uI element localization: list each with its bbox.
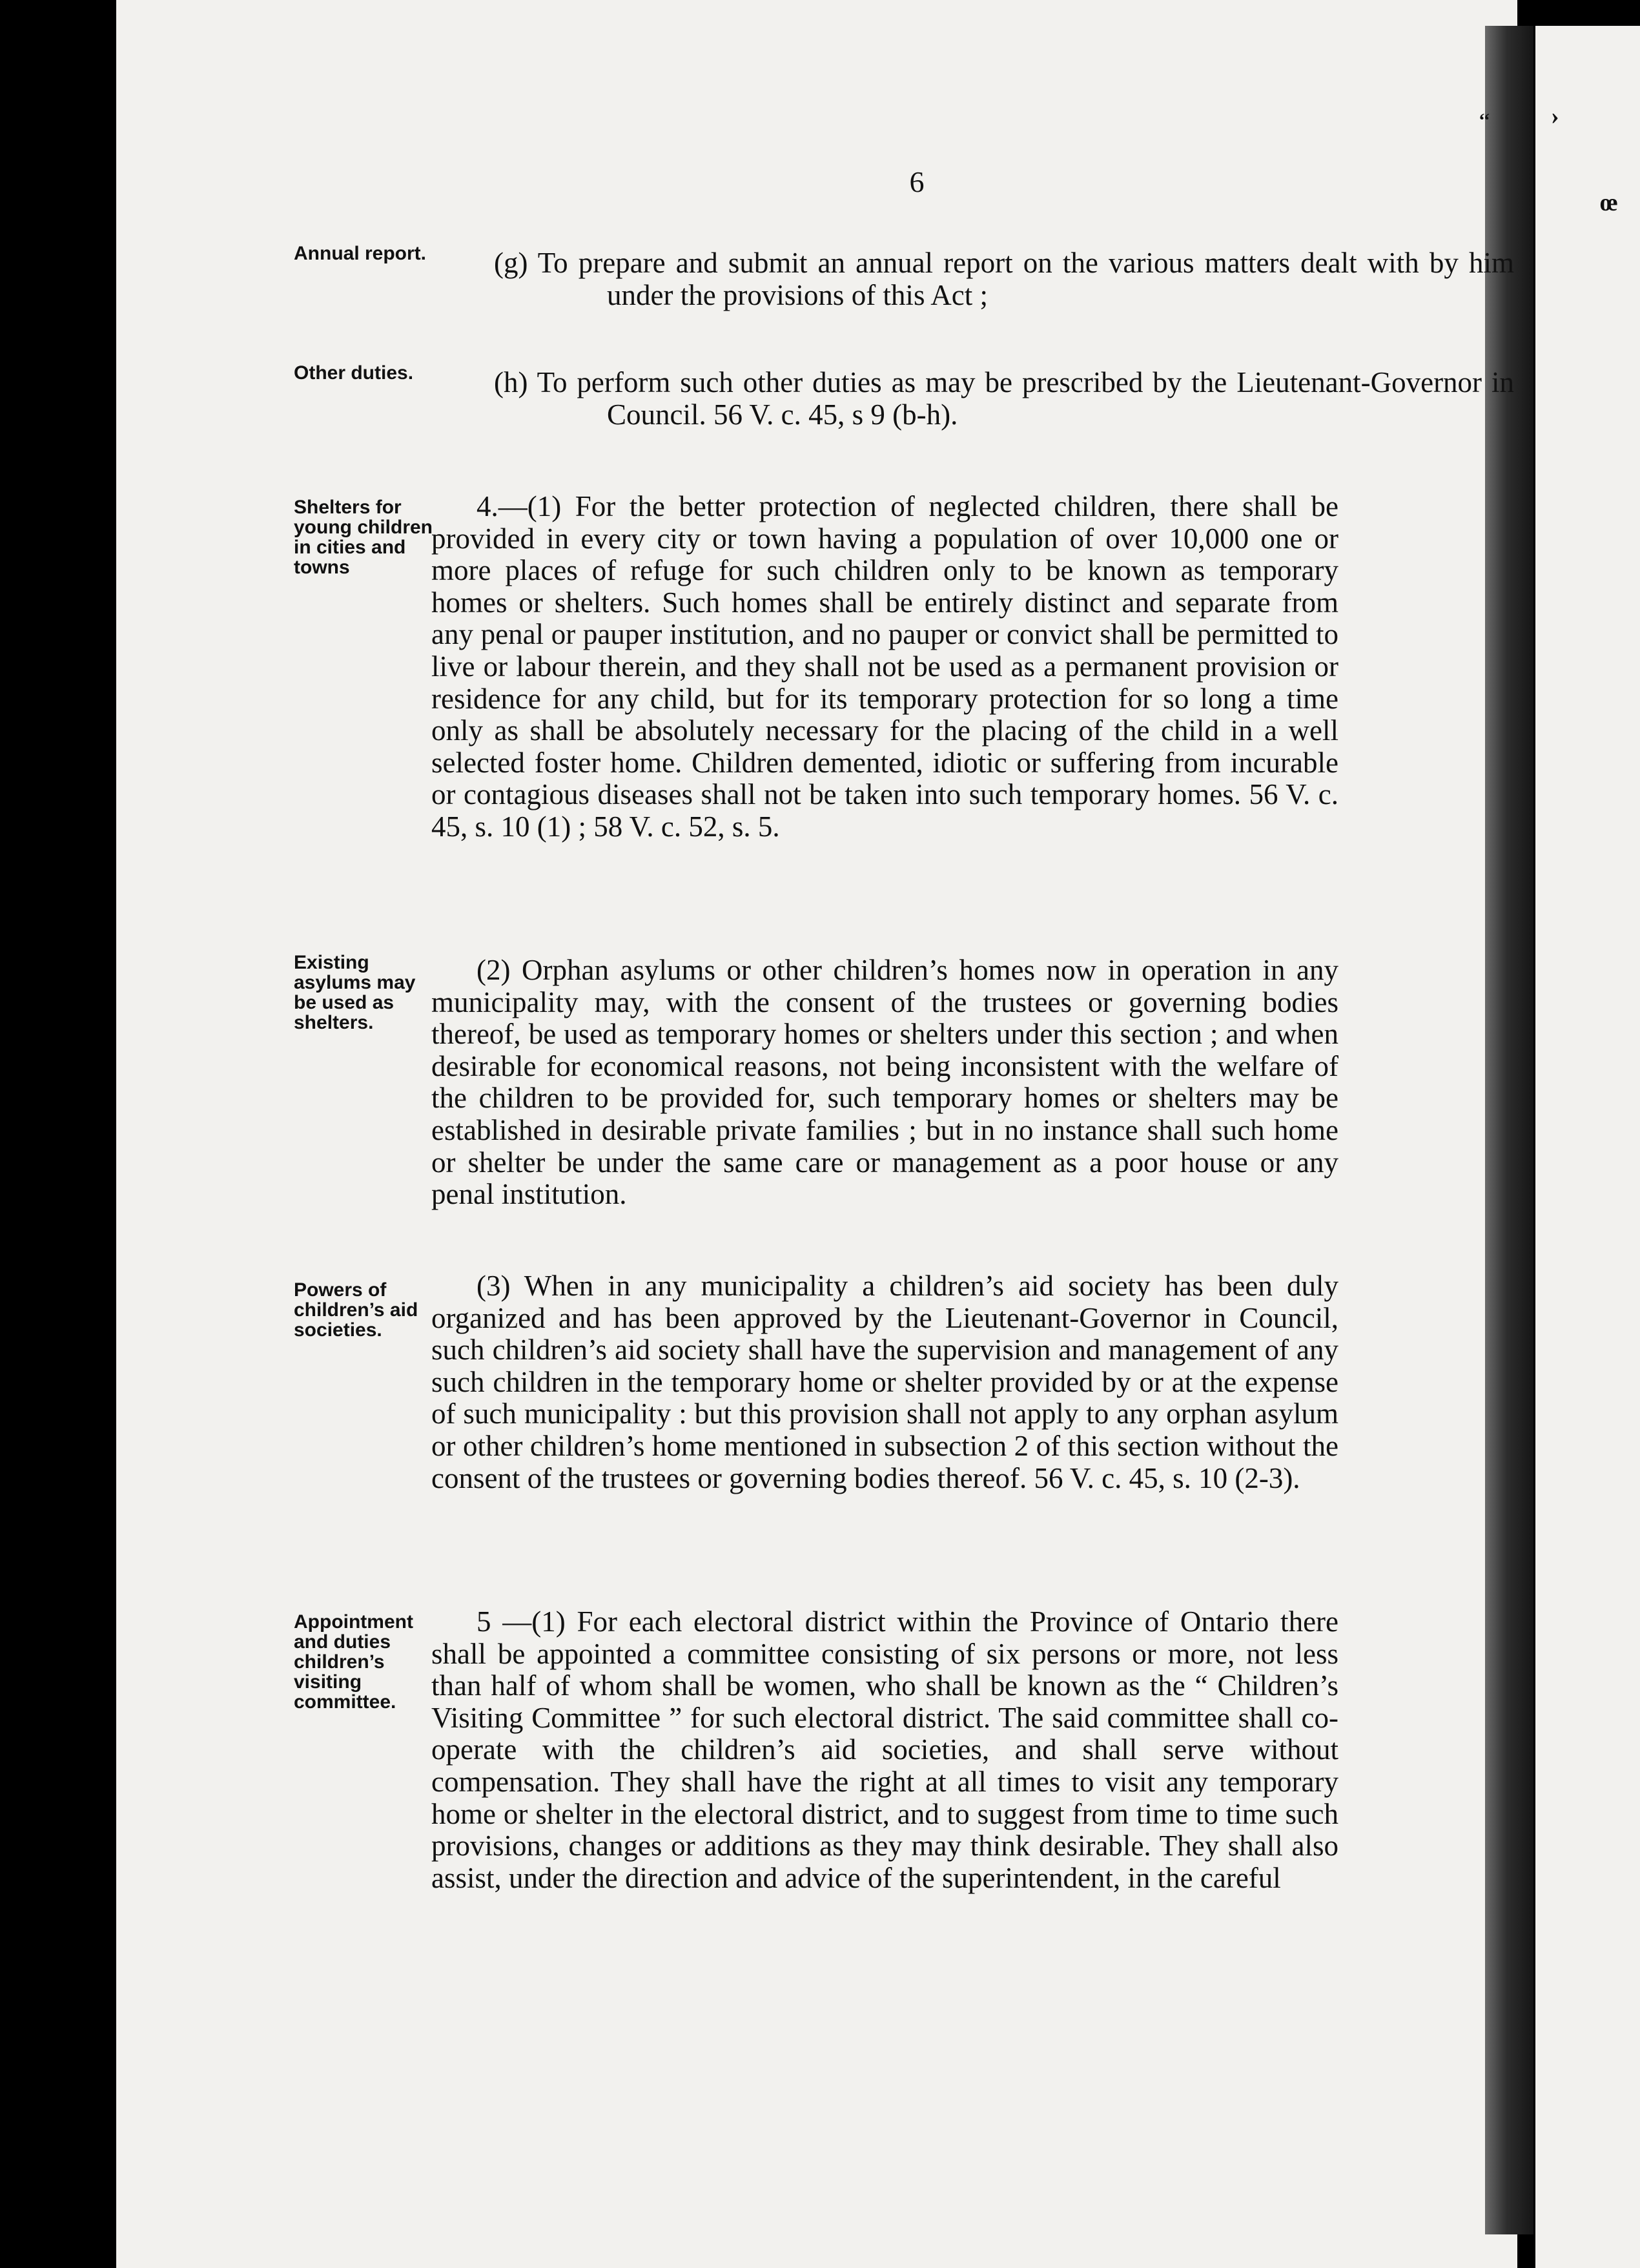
adjacent-page-mark: › — [1551, 103, 1559, 130]
paragraph-annual-report: (g) To prepare and submit an annual report on the various matters dealt with by him under the provisions of this Act ; — [494, 247, 1514, 311]
page-number: 6 — [909, 165, 925, 198]
paragraph-shelters: 4.—(1) For the better protection of neglected children, there shall be provided in every city or town having a population of over 10,000 one or more places of refuge for such children only to be known as temporary homes or shelters. Such homes shall be entirely distinct and separate from any penal or pauper institution, and no pauper or convict shall be permitted to live or labour therein, and they shall not be used as a permanent provision or residence for any child, but for its temporary protection for so long a time only as shall be absolutely necessary for the placing of the child in a well selected foster home. Children demented, idiotic or suffering from incurable or contagious diseases shall not be taken into such temporary homes. 56 V. c. 45, s. 10 (1) ; 58 V. c. 52, s. 5. — [431, 490, 1338, 843]
page-gutter-shadow — [1485, 26, 1533, 2234]
margin-note-existing-asylums: Existing asylums may be used as shelters. — [294, 952, 416, 1033]
adjacent-page-mark: ‘‘ — [1479, 110, 1490, 131]
margin-note-annual-report: Annual report. — [294, 243, 427, 264]
paragraph-aid-societies: (3) When in any municipality a children’s aid society has been duly organized and has been approved by the Lieutenant-Governor in Council, such children’s aid society shall have the supervision and management of any such children in the temporary home or shelter provided by or at the expense of such municipality : but this provision shall not apply to any orphan asylum or other children’s home mentioned in subsection 2 of this section without the consent of the trustees or governing bodies thereof. 56 V. c. 45, s. 10 (2-3). — [431, 1270, 1338, 1494]
adjacent-page-edge — [1535, 26, 1640, 2268]
paragraph-other-duties: (h) To perform such other duties as may be prescribed by the Lieutenant-Governor in Council. 56 V. c. 45, s 9 (b-h). — [494, 366, 1514, 431]
paragraph-existing-asylums: (2) Orphan asylums or other children’s homes now in operation in any municipality may, with the consent of the trustees or governing bodies thereof, be used as temporary homes or shelters under this section ; and when desirable for economical reasons, not being inconsistent with the welfare of the children to be provided for, such temporary homes or shelters may be established in desirable private families ; but in no instance shall such home or shelter be under the same care or management as a poor house or any penal institution. — [431, 954, 1338, 1211]
paragraph-visiting-committee: 5 —(1) For each electoral district within the Province of Ontario there shall be appointed a committee consisting of six persons or more, not less than half of whom shall be women, who shall be known as the “ Children’s Visiting Committee ” for such electoral district. The said committee shall co-operate with the children’s aid societies, and shall serve without compensation. They shall have the right at all times to visit any temporary home or shelter in the electoral district, and to suggest from time to time such provisions, changes or additions as they may think desirable. They shall also assist, under the direction and advice of the superintendent, in the careful — [431, 1605, 1338, 1894]
margin-note-visiting-committee: Appointment and duties children’s visiting committee. — [294, 1611, 413, 1713]
margin-note-other-duties: Other duties. — [294, 362, 414, 384]
adjacent-page-mark: œ — [1600, 189, 1618, 216]
margin-note-shelters: Shelters for young children in cities and towns — [294, 497, 433, 578]
margin-note-aid-societies: Powers of children’s aid societies. — [294, 1279, 418, 1341]
